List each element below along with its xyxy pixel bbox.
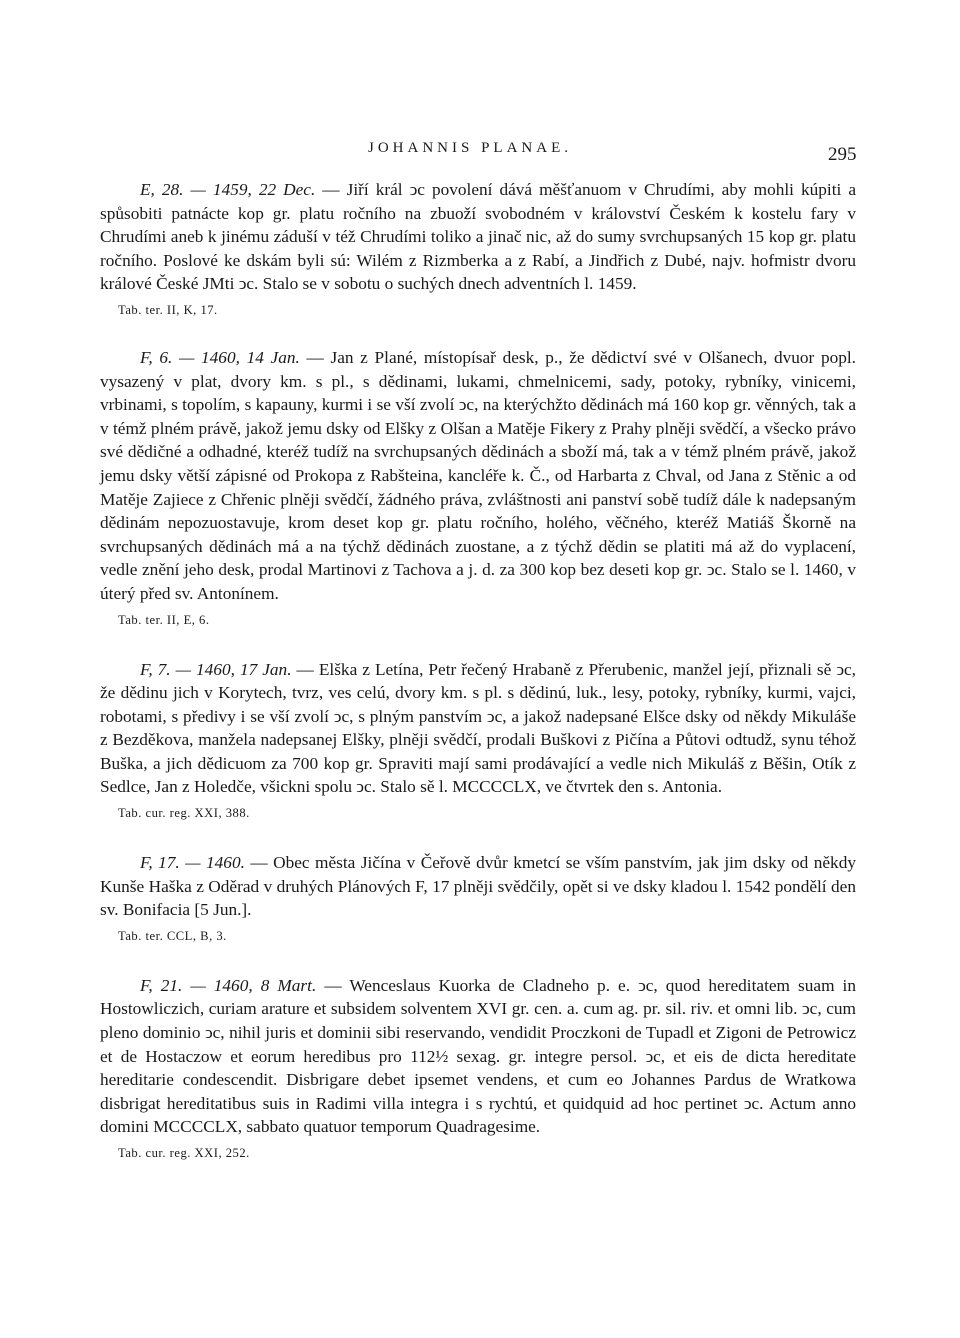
entry-source: Tab. ter. II, K, 17. bbox=[118, 302, 218, 317]
entry-source: Tab. cur. reg. XXI, 252. bbox=[118, 1146, 250, 1160]
entry bbox=[100, 346, 856, 628]
entry bbox=[100, 658, 856, 822]
entry-reference: F, 17. bbox=[140, 853, 180, 873]
entry-date: — 1460, 14 Jan. bbox=[172, 347, 300, 367]
entry bbox=[100, 178, 856, 318]
entry-date: — 1460, 8 Mart. bbox=[182, 975, 317, 995]
entry-source: Tab. cur. reg. XXI, 388. bbox=[118, 806, 250, 821]
entry-date: — 1459, 22 Dec. bbox=[183, 180, 316, 199]
entry-paragraph bbox=[100, 851, 856, 922]
entry-text: — Wenceslaus Kuorka de Cladneho p. e. ↄc, quod hereditatem suam in Hostowliczich, curiam arature et subsidem solventem XVI gr. cen. a. cum ag. pr. sil. riv. et omni lib. ↄc, cum pleno dominio ↄc, nihil juris et dominii sibi reservando, vendidit Proczkoni de Tupadl et Zigoni de Petrowicz et de Hostaczow et eorum heredibus pro 112½ sexag. gr. integre persol. ↄc, et eis de dicta hereditate hereditarie condescendit. Disbrigare debet ipsemet vendens, et cum eo Johannes Pardus de Wratkowa disbrigat hereditatibus suis in Radimi villa integra i s rychtú, et quidquid ad hoc pertinet ↄc. Actum anno domini MCCCCLX, sabbato quatuor temporum Quadragesime. bbox=[100, 975, 856, 1137]
entry-reference: E, 28. bbox=[140, 180, 184, 199]
entry-paragraph bbox=[100, 658, 856, 800]
running-title: JOHANNIS PLANAE. bbox=[367, 140, 572, 156]
entry-text: — Elška z Letína, Petr řečený Hrabaně z Přerubenic, manžel její, přiznali sě ↄc, že dědinu jich v Korytech, tvrz, ves celú, dvory km. s pl. s dědinú, luk., lesy, potoky, rybníky, kurmi, vajci, robotami, s předivy i se vší zvolí ↄc, s plným panstvím ↄc, a jakož nadepsané Elšce dsky od někdy Mikuláše z Bezděkova, manžela nadepsanej Elšky, plněji svědčí, prodali Buškovi z Pičína a Půtovi odtudž, synu téhož Buška, a jich dědicuom za 700 kop gr. Spraviti mají sami prodávající a vedle nich Mikuláš z Běšin, Otík z Sedlce, Jan z Holedče, všickni spolu ↄc. Stalo sě l. MCCCCLX, ve čtvrtek den s. Antonia. bbox=[100, 659, 856, 797]
entry-text: — Jiří král ↄc povolení dává měšťanuom v Chrudími, aby mohli kúpiti a spůsobiti patnácte kop gr. platu ročního na zbuoží svobodném v království Českém k kostelu fary v Chrudími aneb k jinému záduší v též Chrudími toliko a jinač nic, až do sumy svrchupsaných 15 kop gr. platu ročního. Poslové ke dskám byli sú: Wilém z Rizmberka a z Rabí, a Jindřich z Dubé, najv. hofmistr dvoru králové České JMti ↄc. Stalo se v sobotu o suchých dnech adventních l. 1459. bbox=[100, 180, 856, 294]
entry-paragraph bbox=[100, 178, 856, 296]
entry-paragraph bbox=[100, 346, 856, 606]
entry-reference: F, 7. bbox=[140, 659, 171, 679]
running-head bbox=[0, 140, 960, 157]
entry bbox=[100, 974, 856, 1161]
document-body bbox=[100, 178, 856, 1191]
entry-text: — Jan z Plané, místopísař desk, p., že dědictví své v Olšanech, dvuor popl. vysazený v plat, dvory km. s pl., s dědinami, lukami, chmelnicemi, sady, potoky, rybníky, vinicemi, vrbinami, s topolím, s kapauny, kurmi i se vší zvolí ↄc, na kterýchžto dědinách má 160 kop gr. věnných, tak a v témž plném právě, jakož jemu dsky od Elšky z Olšan a Matěje Fikery z Prahy plněji svědčí, a všecko právo své dědičné a odhadné, kteréž tudíž na svrchupsaných dědinách a sboží má, tak a v témž plném právě, jakož jemu dsky větší zápisné od Prokopa z Rabšteina, kancléře k. Č., od Harbarta z Chval, od Jana z Stěnic a od Matěje Zajiece z Chřenic plněji svědčí, žádného práva, zvláštnosti ani panství sobě tudíž dále k nadepsaným dědinám nepozuostavuje, krom deset kop gr. platu ročního, holého, věčného, kteréž Matiáš Škorně na svrchupsaných dědinách má a na týchž dědinách zuostane, a z týchž dědin se platiti má až do vyplacení, vedle znění jeho desk, prodal Martinovi z Tachova a j. d. za 300 kop bez deseti kop gr. ↄc. Stalo se l. 1460, v úterý před sv. Antonínem. bbox=[100, 347, 856, 603]
entry-source: Tab. ter. CCL, B, 3. bbox=[118, 928, 227, 943]
entry bbox=[100, 851, 856, 944]
entry-paragraph bbox=[100, 974, 856, 1139]
entry-reference: F, 21. bbox=[140, 975, 183, 995]
entry-text: — Obec města Jičína v Čeřově dvůr kmetcí se vším panstvím, jak jim dsky od někdy Kunše Haška z Oděrad v druhých Plánových F, 17 plněji svědčily, opět si ve dsky kladou l. 1542 pondělí den sv. Bonifacia [5 Jun.]. bbox=[100, 853, 856, 920]
entry-date: — 1460. bbox=[179, 853, 245, 873]
entry-source: Tab. ter. II, E, 6. bbox=[118, 612, 210, 627]
page-number: 295 bbox=[828, 144, 857, 165]
entry-reference: F, 6. bbox=[140, 347, 173, 367]
entry-date: — 1460, 17 Jan. bbox=[170, 659, 292, 679]
